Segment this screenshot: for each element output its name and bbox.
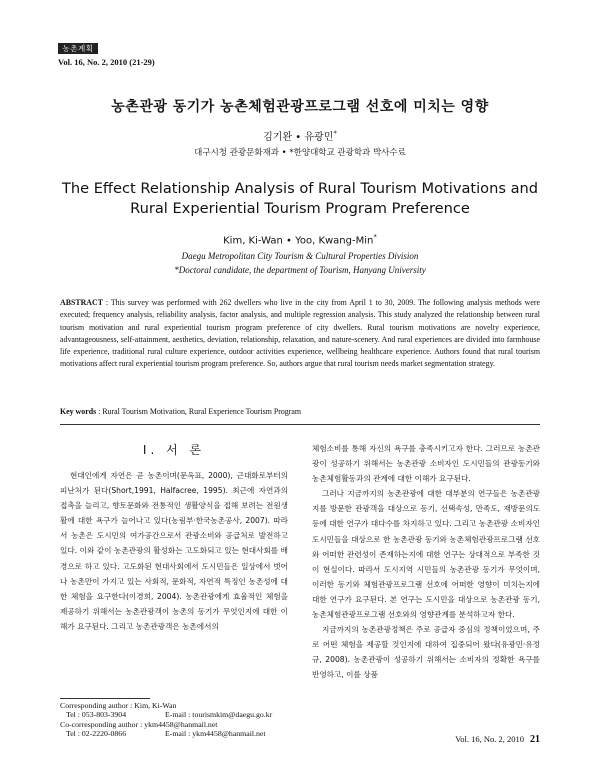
section-heading-introduction: I. 서 론: [142, 443, 206, 457]
english-affiliation-2: *Doctoral candidate, the department of Tourism, Hanyang University: [174, 265, 426, 275]
body-paragraph: 체험소비를 통해 자신의 욕구를 충족시키고자 한다. 그러므로 농촌관광이 성공하기 위해서는 농촌관광 소비자인 도시민들의 관광동기와 농촌체험활동과의 관계에 대한 이해가 요구된다.: [312, 444, 540, 484]
footnote-co-author: Co-corresponding author : ykm4458@hanmail.net: [60, 719, 218, 729]
footnote-line: [60, 701, 300, 710]
footnote-email: E-mail : ykm4458@hanmail.net: [165, 729, 266, 739]
body-column-right: [312, 441, 540, 683]
abstract-label: ABSTRACT: [60, 298, 103, 307]
english-title-line-1: The Effect Relationship Analysis of Rural Tourism Motivations and: [61, 180, 539, 197]
body-paragraph: 그러나 지금까지의 농촌관광에 대한 대부분의 연구들은 농촌관광지를 방문한 관광객을 대상으로 동기, 선택속성, 만족도, 재방문의도 등에 대한 연구가 대다수를 차지하고 있다. 그리고 농촌관광 소비자인 도시민들을 대상으로 한 농촌관광 동기와 농촌체험관광프로그램 선호와 어떠한 관련성이 존재하는지에 대한 연구는 상대적으로 부족한 것이 현실이다. 따라서 도시지역 시민들의 농촌관광 동기가 무엇이며, 이러한 동기와 체험관광프로그램 선호에 어떠한 영향이 미치는지에 대한 연구가 요구된다. 본 연구는 도시민을 대상으로 농촌관광 동기, 농촌체험관광프로그램 선호와의 영향관계를 분석하고자 한다.: [312, 489, 540, 620]
body-paragraph: 현대인에게 자연은 곧 농촌이며(문옥표, 2000), 근대화로부터의 피난처가 된다(Short,1991, Halfacree, 1995). 최근에 자연과의 접촉을 늘리고, 향토문화와 전통적인 생활양식을 접해 보려는 전원생활에 대한 욕구가 늘어나고 있다(농림부·한국농촌공사, 2007). 따라서 농촌은 도시민의 여가공간으로서 관광소비와 공급처로 발전하고 있다. 이와 같이 농촌관광의 활성화는 고도화되고 있는 현대사회를 배경으로 하고 있다. 고도화된 현대사회에서 도시민들은 일상에서 벗어나 농촌만이 가지고 있는 사회적, 문화적, 자연적 특징인 농촌성에 대한 체험을 요구한다(이경희, 2004). 농촌관광에게 효율적인 체험을 제공하기 위해서는 농촌관광객이 농촌의 동기가 무엇인지에 대한 이해가 요구된다. 그리고 농촌관광객은 농촌에서의: [60, 471, 288, 631]
footnote-rule: [60, 698, 150, 699]
footnote-tel: Tel : 053-803-3904: [66, 710, 127, 720]
korean-authors-mark: *: [333, 129, 337, 138]
abstract: [60, 297, 540, 371]
footnote-line: [60, 710, 300, 719]
body-column-left: [60, 468, 288, 634]
journal-badge: 농촌계획: [58, 43, 98, 54]
journal-volume: Vol. 16, No. 2, 2010 (21-29): [58, 57, 155, 67]
english-affiliation-1: Daegu Metropolitan City Tourism & Cultural Properties Division: [181, 251, 419, 261]
korean-authors-names: 김기완 • 유광민: [263, 132, 334, 143]
keywords: [60, 407, 540, 416]
body-paragraph: 지금까지의 농촌관광정책은 주로 공급자 중심의 정책이었으며, 주로 어떤 체험을 제공할 것인지에 대하여 집중되어 왔다(유광민·유정규, 2008). 농촌관광이 성공하기 위해서는 소비자의 정확한 욕구를 반영하고, 이를 상품: [312, 625, 540, 680]
korean-title: 농촌관광 동기가 농촌체험관광프로그램 선호에 미치는 영향: [111, 99, 489, 115]
footnote-tel: Tel : 02-2220-0866: [66, 729, 127, 739]
keywords-label: Key words: [60, 407, 97, 416]
footer-journal: Vol. 16, No. 2, 2010: [455, 734, 524, 744]
corresponding-author-footnote: [60, 701, 300, 739]
english-authors: [0, 233, 600, 246]
keywords-text: : Rural Tourism Motivation, Rural Experience Tourism Program: [98, 407, 302, 416]
english-authors-mark: *: [373, 233, 377, 241]
page-footer: [455, 734, 540, 745]
footnote-author: Corresponding author : Kim, Ki-Wan: [60, 701, 177, 710]
abstract-text: : This survey was performed with 262 dwellers who live in the city from April 1 to 30, 2009. The following analysis methods were executed; frequency analysis, reliability analysis, factor analysis, and multiple regression analysis. This study analyzed the relationship between rural tourism motivation and rural experiential tourism program preference of city dwellers. Rural tourism motivations are novelty experience, advantageousness, self-attainment, aesthetics, deviation, relationship, relaxation, and nature-scenery. And rural experiences are divided into farmhouse life experience, traditional rural culture experience, outdoor activities experience, wellbeing healthcare experience. Authors found that rural tourism motivations affect rural experiential tourism program preference. So, authors argue that rural tourism needs market segmentation strategy.: [60, 298, 540, 369]
footnote-email: E-mail : tourismkim@daegu.go.kr: [165, 710, 273, 720]
english-authors-names: Kim, Ki-Wan • Yoo, Kwang-Min: [223, 235, 374, 247]
footnote-line: [60, 720, 300, 729]
footnote-line: [60, 729, 300, 738]
korean-authors: [0, 128, 600, 143]
section-divider: [60, 424, 540, 425]
english-title: [60, 179, 540, 219]
english-title-line-2: Rural Experiential Tourism Program Preference: [130, 200, 470, 217]
page-number: 21: [530, 734, 540, 745]
korean-affiliation: 대구시청 관광문화재과 • *한양대학교 관광학과 박사수료: [194, 148, 406, 158]
